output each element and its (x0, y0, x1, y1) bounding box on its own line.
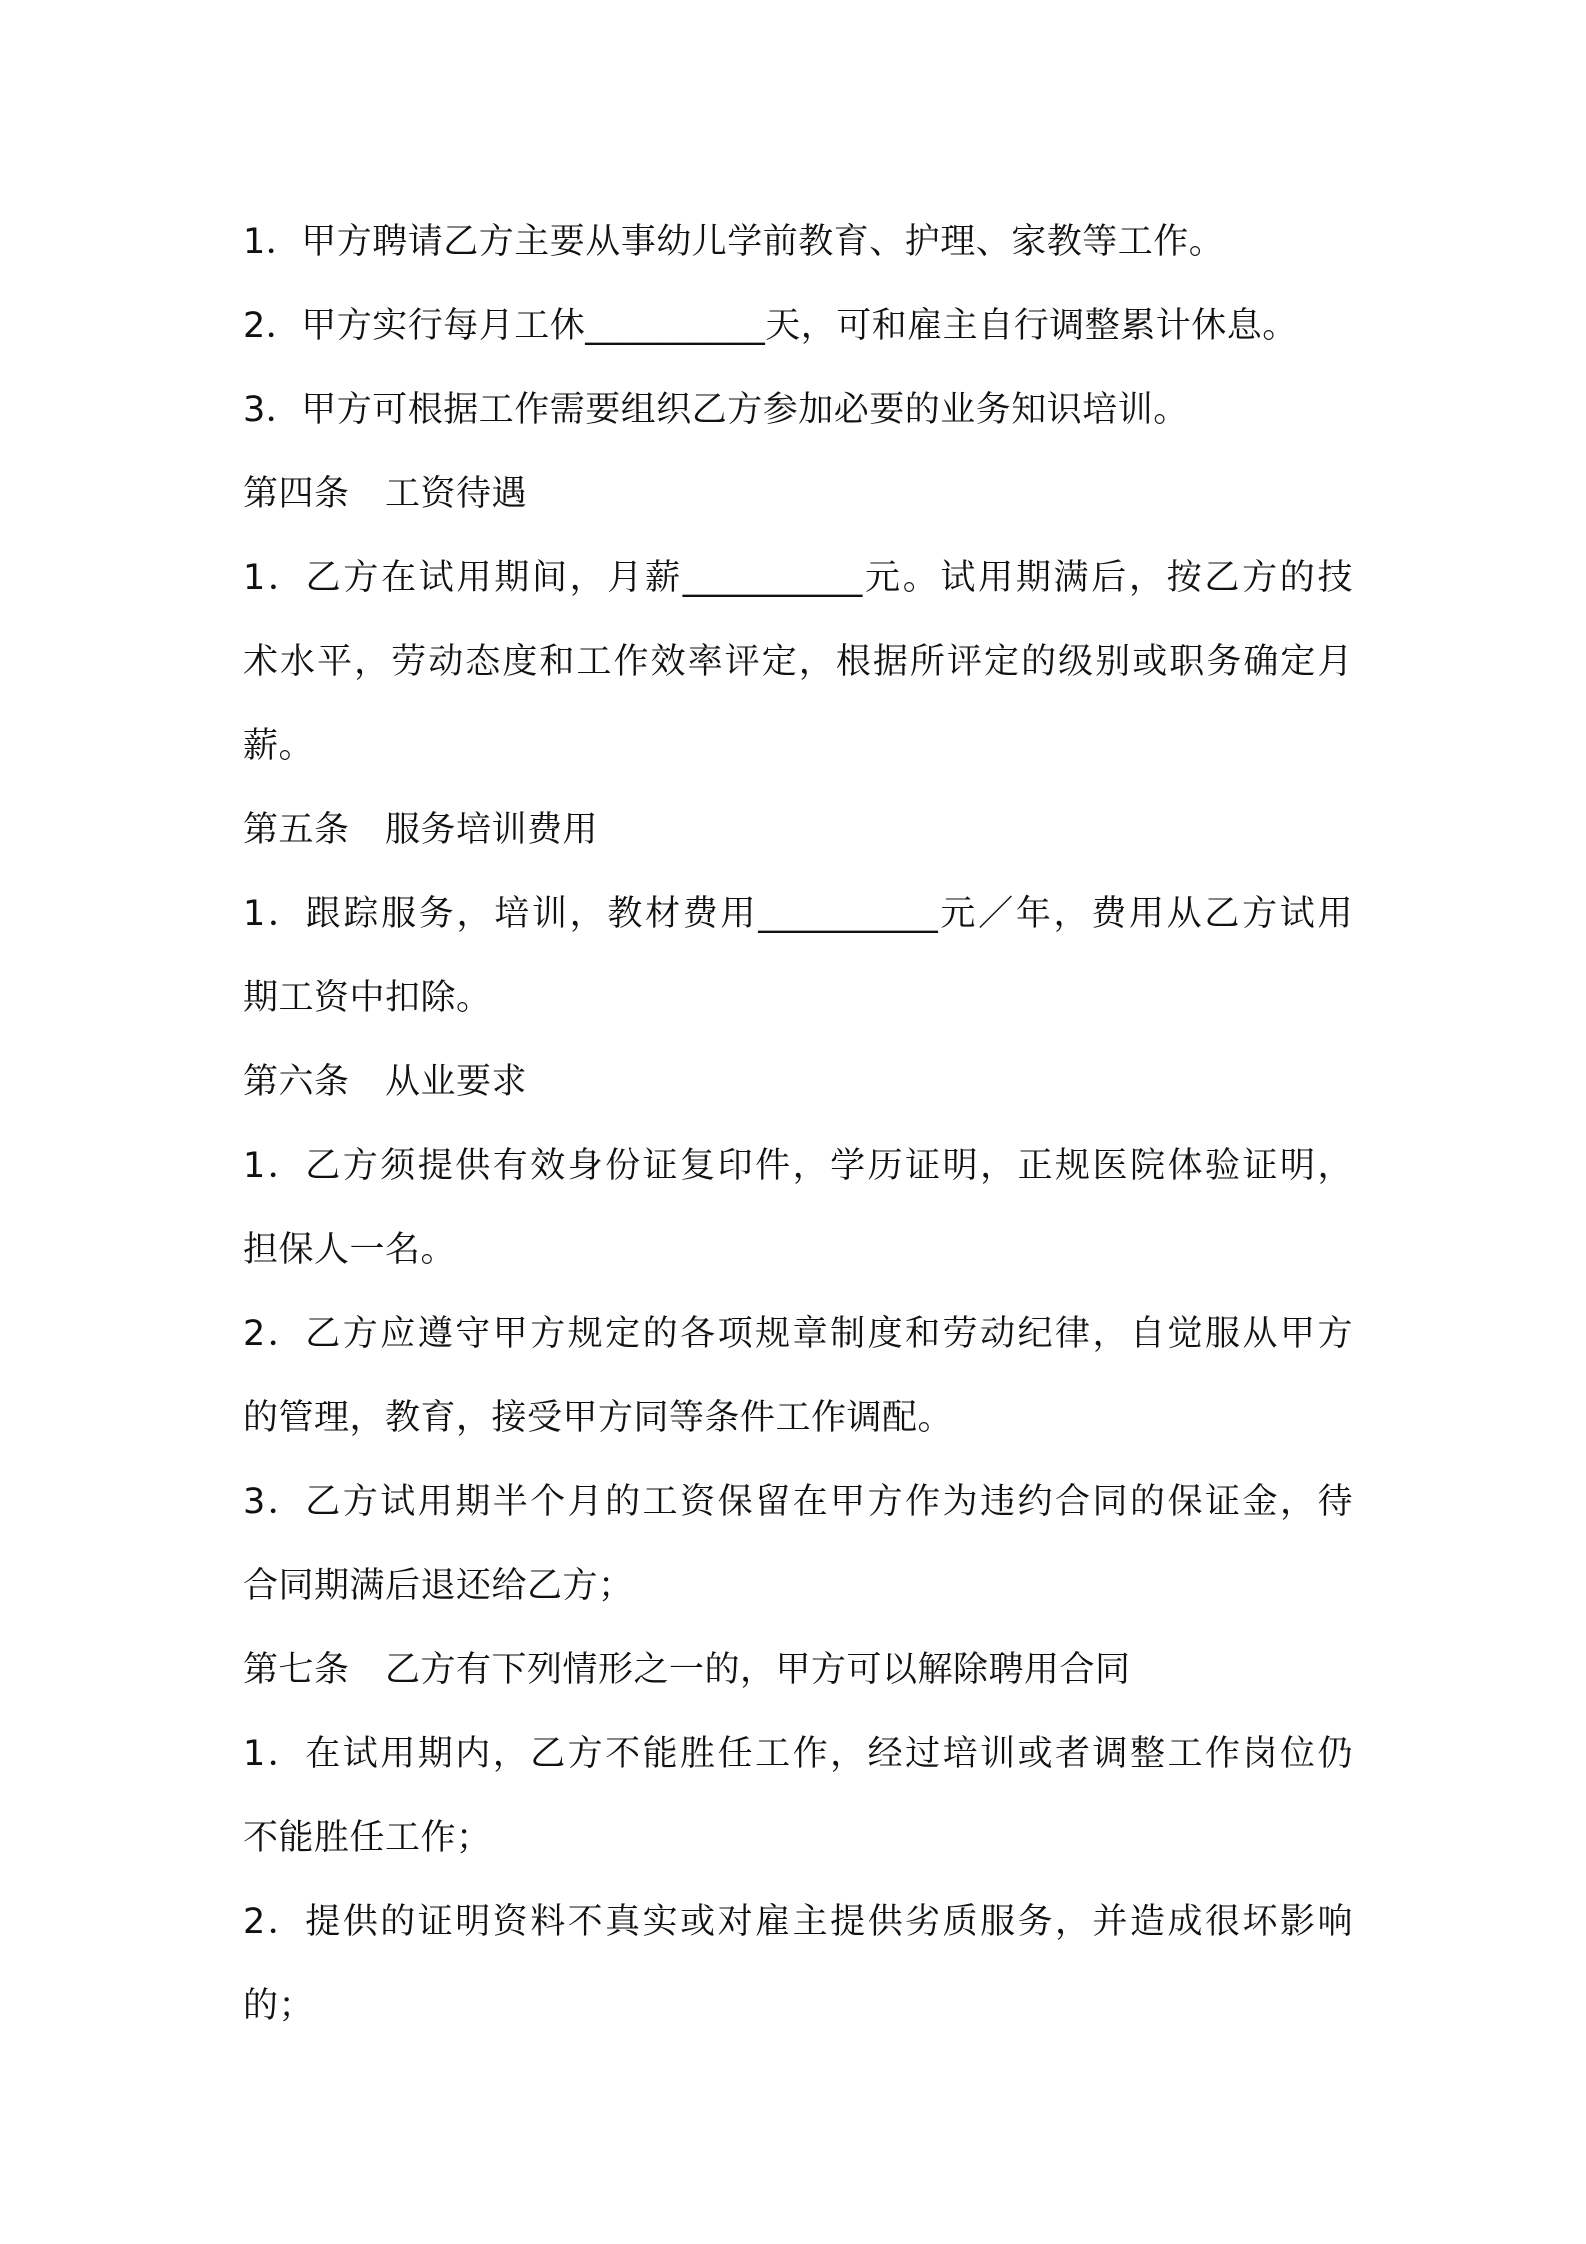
article-7-item-2-line-1: 2．提供的证明资料不真实或对雇主提供劣质服务，并造成很坏影响 (243, 1902, 1353, 1942)
clause-3-item-3: 3．甲方可根据工作需要组织乙方参加必要的业务知识培训。 (243, 390, 1189, 430)
article-5-item-1-line-1: 1．跟踪服务，培训，教材费用__________元／年，费用从乙方试用 (243, 894, 1353, 934)
article-4-item-1-line-1: 1．乙方在试用期间，月薪__________元。试用期满后，按乙方的技 (243, 558, 1353, 598)
article-7-item-2-line-2: 的； (243, 1986, 315, 2026)
clause-3-item-1: 1．甲方聘请乙方主要从事幼儿学前教育、护理、家教等工作。 (243, 222, 1225, 262)
article-6-item-3-line-2: 合同期满后退还给乙方； (243, 1566, 634, 1606)
article-7-item-1-line-1: 1．在试用期内，乙方不能胜任工作，经过培训或者调整工作岗位仍 (243, 1734, 1353, 1774)
article-6-item-3-line-1: 3．乙方试用期半个月的工资保留在甲方作为违约合同的保证金，待 (243, 1482, 1353, 1522)
article-7-heading: 第七条 乙方有下列情形之一的，甲方可以解除聘用合同 (243, 1650, 1131, 1690)
article-6-item-2-line-2: 的管理，教育，接受甲方同等条件工作调配。 (243, 1398, 954, 1438)
article-6-item-1-line-1: 1．乙方须提供有效身份证复印件，学历证明，正规医院体验证明， (243, 1146, 1353, 1186)
contract-page (243, 200, 1353, 2048)
clause-3-item-2: 2．甲方实行每月工休__________天，可和雇主自行调整累计休息。 (243, 306, 1298, 346)
article-5-heading: 第五条 服务培训费用 (243, 810, 599, 850)
article-4-item-1-line-3: 薪。 (243, 726, 315, 766)
article-6-item-2-line-1: 2．乙方应遵守甲方规定的各项规章制度和劳动纪律，自觉服从甲方 (243, 1314, 1353, 1354)
article-5-item-1-line-2: 期工资中扣除。 (243, 978, 492, 1018)
article-4-heading: 第四条 工资待遇 (243, 474, 528, 514)
article-6-item-1-line-2: 担保人一名。 (243, 1230, 457, 1270)
article-7-item-1-line-2: 不能胜任工作； (243, 1818, 492, 1858)
article-6-heading: 第六条 从业要求 (243, 1062, 528, 1102)
article-4-item-1-line-2: 术水平，劳动态度和工作效率评定，根据所评定的级别或职务确定月 (243, 642, 1353, 682)
